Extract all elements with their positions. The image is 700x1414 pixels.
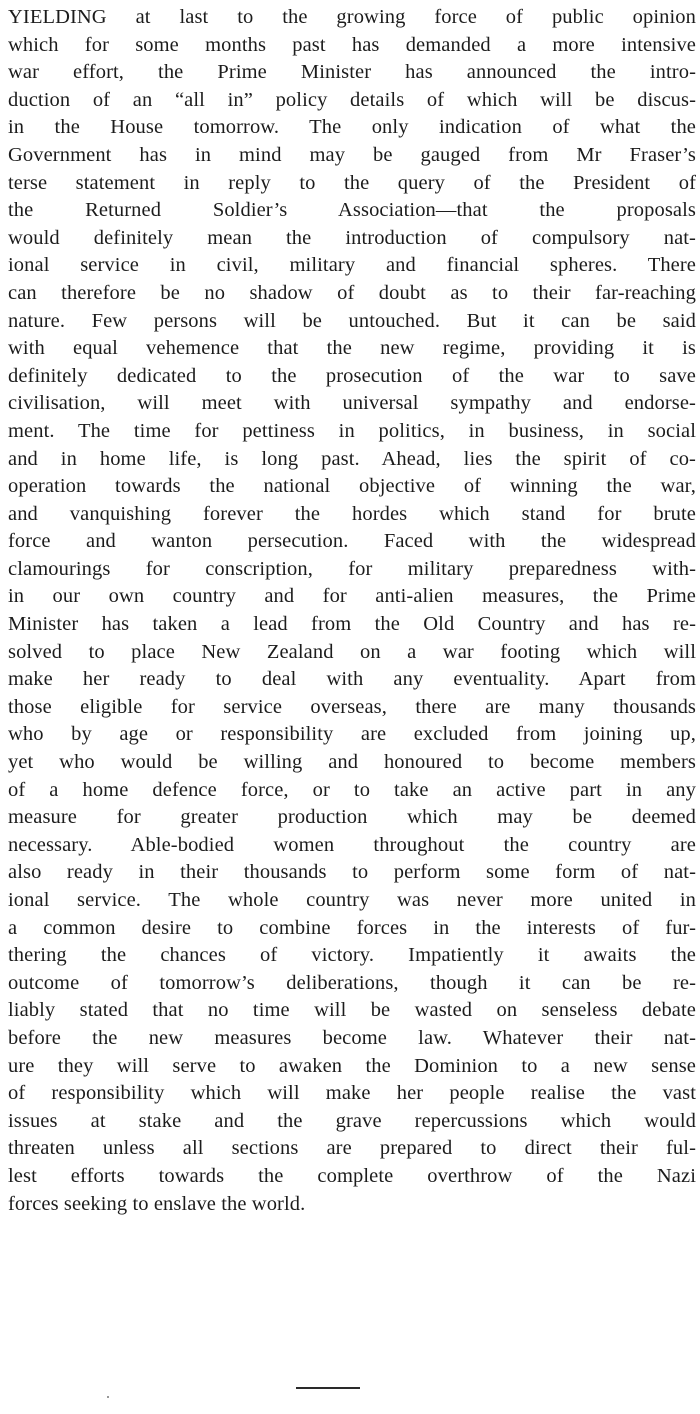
text-line: a common desire to combine forces in the interests of fur-: [8, 916, 696, 939]
text-line: operation towards the national objective of winning the war,: [8, 475, 696, 498]
section-divider-rule: [296, 1387, 360, 1389]
text-line: before the new measures become law. Whatever their nat-: [8, 1026, 696, 1049]
text-line: the Returned Soldier’s Association—that the proposals: [8, 199, 696, 222]
editorial-column: [8, 4, 696, 1218]
text-line: and in home life, is long past. Ahead, lies the spirit of co-: [8, 447, 696, 470]
text-line: of responsibility which will make her people realise the vast: [8, 1082, 696, 1105]
text-line: ure they will serve to awaken the Dominion to a new sense: [8, 1054, 696, 1077]
text-line: forces seeking to enslave the world.: [8, 1192, 306, 1215]
text-line: clamourings for conscription, for military preparedness with-: [8, 557, 696, 580]
text-line: those eligible for service overseas, there are many thousands: [8, 695, 696, 718]
text-line: thering the chances of victory. Impatiently it awaits the: [8, 944, 696, 967]
text-line: make her ready to deal with any eventuality. Apart from: [8, 668, 696, 691]
text-line: liably stated that no time will be wasted on senseless debate: [8, 999, 696, 1022]
print-speck: [107, 1396, 109, 1398]
text-line: in the House tomorrow. The only indication of what the: [8, 116, 696, 139]
text-line: ional service in civil, military and financial spheres. There: [8, 254, 696, 277]
text-line: and vanquishing forever the hordes which stand for brute: [8, 502, 696, 525]
text-line: definitely dedicated to the prosecution of the war to save: [8, 364, 696, 387]
text-line: ional service. The whole country was never more united in: [8, 889, 696, 911]
text-line: can therefore be no shadow of doubt as to their far-reaching: [8, 281, 696, 304]
text-line: solved to place New Zealand on a war footing which will: [8, 640, 696, 663]
text-line: nature. Few persons will be untouched. But it can be said: [8, 309, 696, 332]
text-line: yet who would be willing and honoured to become members: [8, 751, 696, 774]
text-line: which for some months past has demanded a more intensive: [8, 33, 696, 56]
text-line: Government has in mind may be gauged from Mr Fraser’s: [8, 143, 696, 166]
text-line: would definitely mean the introduction of compulsory nat-: [8, 226, 696, 249]
text-line: ment. The time for pettiness in politics, in business, in social: [8, 419, 696, 442]
text-line: civilisation, will meet with universal sympathy and endorse-: [8, 392, 696, 415]
text-line: duction of an “all in” policy details of which will be discus-: [8, 88, 696, 111]
text-line: who by age or responsibility are excluded from joining up,: [8, 723, 696, 746]
text-line: measure for greater production which may be deemed: [8, 806, 696, 829]
text-line: in our own country and for anti-alien measures, the Prime: [8, 585, 696, 608]
text-line: threaten unless all sections are prepared to direct their ful-: [8, 1137, 696, 1160]
text-line: YIELDING at last to the growing force of public opinion: [8, 6, 696, 28]
text-line: issues at stake and the grave repercussions which would: [8, 1109, 696, 1132]
text-line: outcome of tomorrow’s deliberations, though it can be re-: [8, 971, 696, 994]
text-line: with equal vehemence that the new regime, providing it is: [8, 337, 696, 360]
text-line: lest efforts towards the complete overthrow of the Nazi: [8, 1164, 696, 1187]
text-line: of a home defence force, or to take an active part in any: [8, 778, 696, 801]
text-line: necessary. Able-bodied women throughout the country are: [8, 833, 696, 856]
text-line: also ready in their thousands to perform some form of nat-: [8, 861, 696, 884]
text-line: terse statement in reply to the query of the President of: [8, 171, 696, 194]
text-line: Minister has taken a lead from the Old Country and has re-: [8, 613, 696, 636]
text-line: war effort, the Prime Minister has announced the intro-: [8, 61, 696, 84]
text-line: force and wanton persecution. Faced with the widespread: [8, 530, 696, 553]
